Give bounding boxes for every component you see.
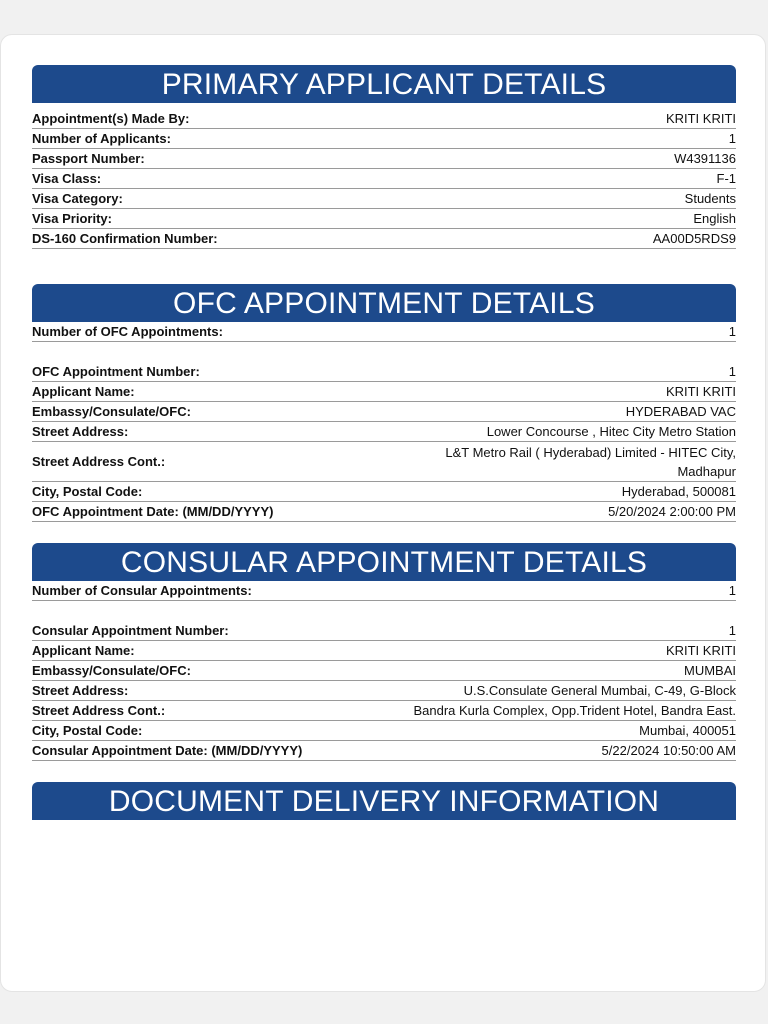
appointment-count-row (32, 581, 736, 601)
field-label: City, Postal Code: (32, 484, 143, 499)
detail-row (32, 482, 736, 502)
field-label: Street Address: (32, 424, 129, 439)
detail-row (32, 362, 736, 382)
detail-row (32, 129, 736, 149)
field-label: Appointment(s) Made By: (32, 111, 190, 126)
field-value: Lower Concourse , Hitec City Metro Station (486, 424, 736, 439)
detail-row (32, 661, 736, 681)
detail-row (32, 149, 736, 169)
field-label: Number of Consular Appointments: (32, 583, 252, 598)
detail-row (32, 422, 736, 442)
detail-row (32, 109, 736, 129)
field-value: U.S.Consulate General Mumbai, C-49, G-Block (463, 683, 736, 698)
field-label: Applicant Name: (32, 384, 135, 399)
primary-applicant-heading: PRIMARY APPLICANT DETAILS (32, 65, 736, 103)
detail-row (32, 382, 736, 402)
field-value: KRITI KRITI (665, 111, 736, 126)
field-value: W4391136 (674, 151, 736, 166)
appointment-count-row (32, 322, 736, 342)
detail-row (32, 502, 736, 522)
field-label: Passport Number: (32, 151, 145, 166)
detail-row (32, 442, 736, 482)
field-label: Street Address Cont.: (32, 703, 166, 718)
field-label: Applicant Name: (32, 643, 135, 658)
document-delivery-heading: DOCUMENT DELIVERY INFORMATION (32, 782, 736, 820)
field-value: Hyderabad, 500081 (621, 484, 736, 499)
field-value: F-1 (716, 171, 736, 186)
field-value: 1 (728, 131, 736, 146)
detail-row (32, 229, 736, 249)
field-value: MUMBAI (684, 663, 736, 678)
detail-row (32, 189, 736, 209)
detail-row (32, 741, 736, 761)
detail-row (32, 209, 736, 229)
field-value: English (693, 211, 736, 226)
detail-row (32, 681, 736, 701)
field-value: Mumbai, 400051 (639, 723, 736, 738)
document-delivery-section (32, 782, 736, 820)
field-label: Street Address Cont.: (32, 454, 166, 469)
field-label: Visa Category: (32, 191, 123, 206)
field-value: KRITI KRITI (665, 384, 736, 399)
field-value: HYDERABAD VAC (625, 404, 736, 419)
detail-row (32, 721, 736, 741)
field-label: Visa Priority: (32, 211, 112, 226)
detail-row (32, 169, 736, 189)
consular-appointment-heading: CONSULAR APPOINTMENT DETAILS (32, 543, 736, 581)
ofc-appointment-section (32, 284, 736, 522)
field-value: 5/22/2024 10:50:00 AM (601, 743, 736, 758)
field-label: Consular Appointment Date: (MM/DD/YYYY) (32, 743, 303, 758)
field-label: OFC Appointment Number: (32, 364, 200, 379)
primary-applicant-section (32, 65, 736, 249)
detail-row (32, 701, 736, 721)
detail-row (32, 641, 736, 661)
field-value: 1 (728, 623, 736, 638)
field-label: City, Postal Code: (32, 723, 143, 738)
field-label: Visa Class: (32, 171, 102, 186)
detail-row (32, 402, 736, 422)
field-label: Consular Appointment Number: (32, 623, 229, 638)
field-value: AA00D5RDS9 (652, 231, 736, 246)
field-value: 1 (728, 583, 736, 598)
field-label: Embassy/Consulate/OFC: (32, 663, 191, 678)
ofc-appointment-heading: OFC APPOINTMENT DETAILS (32, 284, 736, 322)
field-value: Students (684, 191, 736, 206)
field-value: 1 (728, 324, 736, 339)
field-value: Bandra Kurla Complex, Opp.Trident Hotel, Bandra East. (413, 703, 736, 718)
field-value: L&T Metro Rail ( Hyderabad) Limited - HITEC City, Madhapur (445, 444, 736, 479)
detail-row (32, 621, 736, 641)
field-value: KRITI KRITI (665, 643, 736, 658)
field-value: 5/20/2024 2:00:00 PM (608, 504, 736, 519)
field-label: Number of Applicants: (32, 131, 171, 146)
field-label: Number of OFC Appointments: (32, 324, 223, 339)
field-label: Street Address: (32, 683, 129, 698)
field-label: DS-160 Confirmation Number: (32, 231, 218, 246)
field-label: OFC Appointment Date: (MM/DD/YYYY) (32, 504, 274, 519)
field-label: Embassy/Consulate/OFC: (32, 404, 191, 419)
consular-appointment-section (32, 543, 736, 761)
field-value: 1 (728, 364, 736, 379)
